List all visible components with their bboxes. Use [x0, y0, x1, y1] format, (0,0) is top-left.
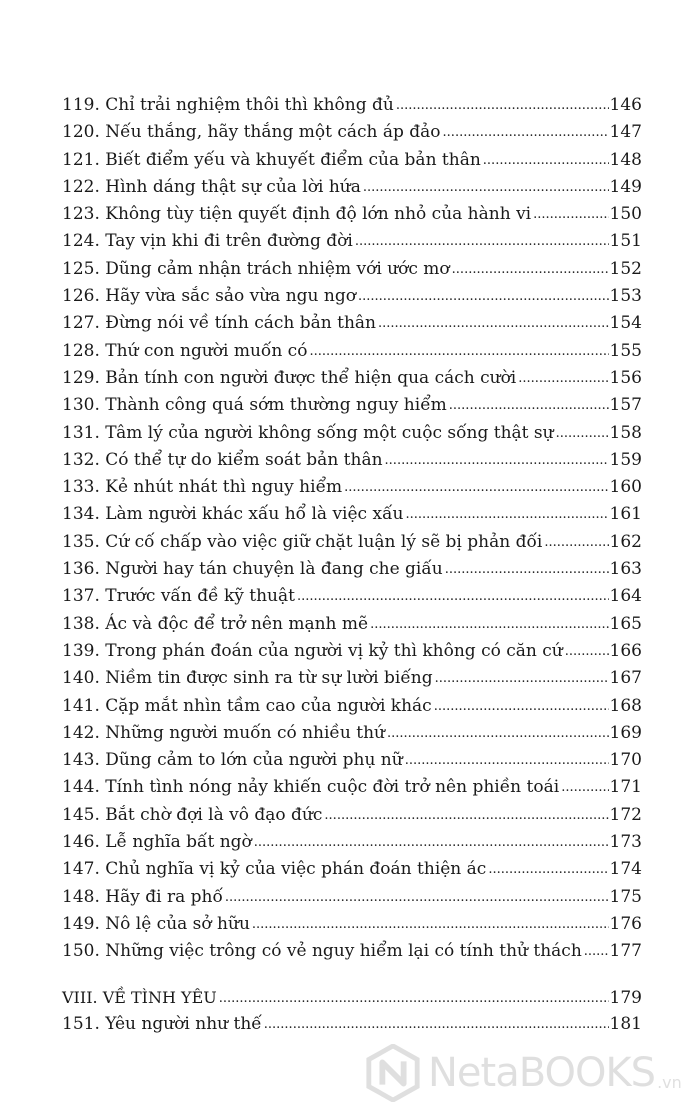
section-spacer: [62, 966, 642, 984]
toc-entries: [62, 92, 642, 966]
toc-leader-dots: [370, 611, 608, 638]
toc-leader-dots: [363, 174, 609, 201]
toc-entry-page: 175: [609, 886, 642, 907]
toc-leader-dots: [533, 201, 608, 228]
toc-entry-page: 173: [609, 832, 642, 853]
toc-leader-dots: [405, 501, 608, 528]
toc-leader-dots: [561, 774, 608, 801]
toc-entry-title: 124. Tay vịn khi đi trên đường đời: [62, 231, 353, 252]
toc-entry: [62, 856, 642, 883]
toc-leader-dots: [219, 985, 609, 1012]
toc-leader-dots: [584, 938, 609, 965]
toc-entry-page: 155: [609, 340, 642, 361]
toc-entry: [62, 938, 642, 965]
toc-entry-page: 147: [609, 122, 642, 143]
toc-entry-title: 120. Nếu thắng, hãy thắng một cách áp đảo: [62, 122, 441, 143]
toc-entry-page: 149: [609, 176, 642, 197]
toc-entry-title: 140. Niềm tin được sinh ra từ sự lười biếng: [62, 668, 433, 689]
toc-leader-dots: [225, 884, 609, 911]
toc-entry-page: 171: [609, 777, 642, 798]
toc-leader-dots: [483, 147, 609, 174]
toc-entry-page: 151: [609, 231, 642, 252]
toc-entry-title: 133. Kẻ nhút nhát thì nguy hiểm: [62, 477, 343, 498]
table-of-contents: [62, 92, 642, 1038]
toc-entry: [62, 774, 642, 801]
toc-entry-page: 174: [609, 859, 642, 880]
toc-entry-title: 123. Không tùy tiện quyết định độ lớn nhỏ của hành vi: [62, 204, 532, 225]
toc-entry-page: 168: [609, 695, 642, 716]
toc-entry: [62, 529, 642, 556]
toc-entry-title: 132. Có thể tự do kiểm soát bản thân: [62, 449, 383, 470]
toc-entry-title: 151. Yêu người như thế: [62, 1013, 262, 1034]
toc-entry-title: 127. Đừng nói về tính cách bản thân: [62, 313, 376, 334]
toc-entry-page: 177: [609, 941, 642, 962]
toc-entry: [62, 1011, 642, 1038]
toc-entry-title: 144. Tính tình nóng nảy khiến cuộc đời trở nên phiền toái: [62, 777, 560, 798]
toc-leader-dots: [565, 638, 609, 665]
toc-entry-page: 161: [609, 504, 642, 525]
toc-entry-title: 131. Tâm lý của người không sống một cuộc sống thật sự: [62, 422, 554, 443]
publisher-watermark: [364, 1044, 682, 1102]
toc-leader-dots: [445, 556, 609, 583]
toc-entry: [62, 147, 642, 174]
toc-entry: [62, 693, 642, 720]
toc-leader-dots: [434, 693, 609, 720]
toc-entry-page: 163: [609, 559, 642, 580]
toc-leader-dots: [254, 829, 609, 856]
toc-entry-page: 162: [609, 531, 642, 552]
toc-entry-page: 157: [609, 395, 642, 416]
toc-leader-dots: [405, 747, 609, 774]
toc-entry-title: 119. Chỉ trải nghiệm thôi thì không đủ: [62, 95, 394, 115]
toc-entry-title: 126. Hãy vừa sắc sảo vừa ngu ngơ: [62, 286, 356, 307]
toc-entry-page: 172: [609, 804, 642, 825]
toc-leader-dots: [449, 392, 609, 419]
toc-entry: [62, 256, 642, 283]
toc-entry: [62, 583, 642, 610]
toc-entry: [62, 338, 642, 365]
toc-leader-dots: [358, 283, 609, 310]
toc-entry-title: 148. Hãy đi ra phố: [62, 886, 223, 907]
toc-entry-title: 143. Dũng cảm to lớn của người phụ nữ: [62, 750, 403, 771]
toc-entry: [62, 665, 642, 692]
toc-entry-title: 138. Ác và độc để trở nên mạnh mẽ: [62, 613, 369, 634]
toc-entry: [62, 174, 642, 201]
toc-leader-dots: [344, 474, 608, 501]
toc-entry-title: 147. Chủ nghĩa vị kỷ của việc phán đoán thiện ác: [62, 859, 487, 880]
toc-entry: [62, 392, 642, 419]
toc-entry-title: 125. Dũng cảm nhận trách nhiệm với ước mơ: [62, 258, 450, 279]
toc-leader-dots: [252, 911, 609, 938]
toc-entry-page: 158: [609, 422, 642, 443]
toc-leader-dots: [385, 447, 609, 474]
toc-leader-dots: [544, 529, 608, 556]
netabooks-logo-icon: [364, 1044, 422, 1102]
toc-entry-page: 148: [609, 149, 642, 170]
toc-entry: [62, 228, 642, 255]
toc-entry-title: 137. Trước vấn đề kỹ thuật: [62, 586, 295, 607]
toc-entry: [62, 201, 642, 228]
toc-leader-dots: [518, 365, 608, 392]
toc-leader-dots: [378, 310, 609, 337]
toc-entry-page: 160: [609, 477, 642, 498]
toc-entry-page: 169: [609, 722, 642, 743]
toc-entry: [62, 829, 642, 856]
toc-entry-title: 121. Biết điểm yếu và khuyết điểm của bản thân: [62, 149, 481, 170]
toc-entry: [62, 884, 642, 911]
toc-leader-dots: [452, 256, 609, 283]
toc-entry: [62, 365, 642, 392]
toc-entry: [62, 638, 642, 665]
toc-entry-page: 167: [609, 668, 642, 689]
toc-entry-title: 150. Những việc trông có vẻ nguy hiểm lại có tính thử thách: [62, 941, 582, 962]
toc-entry-title: 128. Thứ con người muốn có: [62, 340, 308, 361]
toc-leader-dots: [324, 802, 608, 829]
toc-leader-dots: [297, 583, 609, 610]
toc-entry-page: 146: [609, 95, 642, 115]
toc-entry-page: 170: [609, 750, 642, 771]
toc-entry-title: 145. Bắt chờ đợi là vô đạo đức: [62, 804, 323, 825]
toc-entry-title: 146. Lễ nghĩa bất ngờ: [62, 832, 252, 853]
toc-entry: [62, 501, 642, 528]
toc-entry: [62, 802, 642, 829]
watermark-brand: NetaBOOKS: [428, 1050, 656, 1096]
toc-entry: [62, 556, 642, 583]
toc-entry: [62, 720, 642, 747]
toc-entry-title: 136. Người hay tán chuyện là đang che giấu: [62, 559, 443, 580]
toc-entry: [62, 747, 642, 774]
toc-entry-page: 164: [609, 586, 642, 607]
toc-entry: [62, 447, 642, 474]
toc-leader-dots: [396, 92, 609, 119]
toc-leader-dots: [435, 665, 609, 692]
toc-entry-page: 166: [609, 640, 642, 661]
toc-entry-page: 156: [609, 367, 642, 388]
toc-entry-title: 130. Thành công quá sớm thường nguy hiểm: [62, 395, 447, 416]
toc-entry: [62, 611, 642, 638]
toc-entry: [62, 92, 642, 119]
toc-leader-dots: [443, 119, 609, 146]
toc-leader-dots: [387, 720, 609, 747]
toc-entry: [62, 283, 642, 310]
toc-leader-dots: [488, 856, 608, 883]
toc-entry: [62, 119, 642, 146]
toc-entry-title: 134. Làm người khác xấu hổ là việc xấu: [62, 504, 404, 525]
toc-entry: [62, 474, 642, 501]
toc-leader-dots: [309, 338, 608, 365]
toc-entry: [62, 911, 642, 938]
toc-entry-page: 153: [609, 286, 642, 307]
toc-entry-page: 176: [609, 913, 642, 934]
toc-entry-title: 129. Bản tính con người được thể hiện qua cách cười: [62, 367, 517, 388]
toc-entry-title: 135. Cứ cố chấp vào việc giữ chặt luận lý sẽ bị phản đối: [62, 531, 543, 552]
toc-section-title: VIII. VỀ TÌNH YÊU: [62, 987, 217, 1007]
toc-section-heading: [62, 984, 642, 1011]
toc-entry-title: 149. Nô lệ của sở hữu: [62, 913, 250, 934]
toc-entry: [62, 420, 642, 447]
toc-leader-dots: [264, 1011, 609, 1038]
toc-entry-page: 152: [609, 258, 642, 279]
toc-entry-page: 159: [609, 449, 642, 470]
toc-entry-title: 139. Trong phán đoán của người vị kỷ thì không có căn cứ: [62, 640, 563, 661]
toc-entry-page: 165: [609, 613, 642, 634]
toc-entry-page: 154: [609, 313, 642, 334]
toc-entry: [62, 310, 642, 337]
toc-leader-dots: [355, 228, 609, 255]
toc-entry-title: 122. Hình dáng thật sự của lời hứa: [62, 176, 361, 197]
toc-entry-title: 141. Cặp mắt nhìn tầm cao của người khác: [62, 695, 432, 716]
watermark-tld: .vn: [657, 1073, 682, 1092]
toc-section-page: 179: [609, 987, 642, 1008]
toc-entry-title: 142. Những người muốn có nhiều thứ: [62, 722, 385, 743]
toc-entry-page: 181: [609, 1013, 642, 1034]
toc-section-entries: [62, 1011, 642, 1038]
toc-entry-page: 150: [609, 204, 642, 225]
toc-leader-dots: [556, 420, 609, 447]
